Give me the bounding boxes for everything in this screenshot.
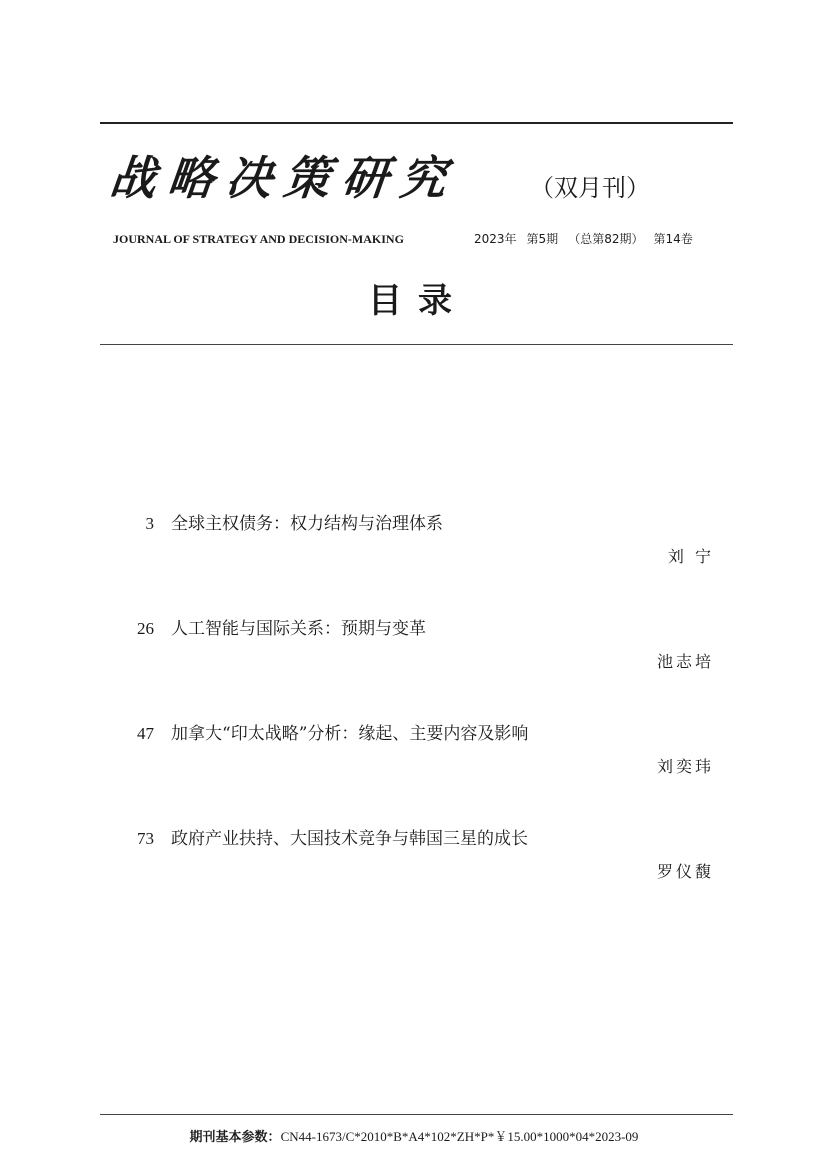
toc-heading: 目录 (368, 281, 468, 321)
journal-english-title: JOURNAL OF STRATEGY AND DECISION-MAKING (113, 232, 404, 246)
journal-frequency: （双月刊） (530, 174, 650, 202)
toc-page-number: 47 (137, 724, 154, 743)
toc-page-number: 73 (137, 829, 154, 848)
journal-title: 战略决策研究 (107, 151, 461, 205)
issue-info (474, 230, 693, 248)
toc-page-number: 26 (137, 619, 154, 638)
toc-author: 刘奕玮 (656, 757, 714, 776)
issue-total: （总第82期） (568, 232, 644, 246)
footer-rule (100, 1114, 733, 1115)
toc-article-title[interactable]: 加拿大“印太战略”分析：缘起、主要内容及影响 (171, 724, 529, 744)
issue-year: 2023年 (474, 232, 517, 246)
toc-author: 刘 宁 (667, 547, 714, 566)
toc-author: 罗仪馥 (656, 862, 714, 881)
top-rule (100, 122, 733, 124)
toc-author: 池志培 (656, 652, 714, 671)
params-label: 期刊基本参数： (189, 1130, 281, 1145)
issue-number: 第5期 (526, 232, 559, 246)
params-value: CN44-1673/C*2010*B*A4*102*ZH*P*￥15.00*1000*04*2023-09 (280, 1129, 639, 1144)
header-divider (100, 344, 733, 345)
toc-article-title[interactable]: 人工智能与国际关系：预期与变革 (171, 619, 426, 639)
issue-volume: 第14卷 (653, 232, 693, 246)
toc-article-title[interactable]: 政府产业扶持、大国技术竞争与韩国三星的成长 (171, 829, 528, 849)
toc-article-title[interactable]: 全球主权债务：权力结构与治理体系 (171, 514, 443, 534)
toc-page-number: 3 (145, 514, 154, 533)
journal-parameters (0, 1127, 828, 1148)
